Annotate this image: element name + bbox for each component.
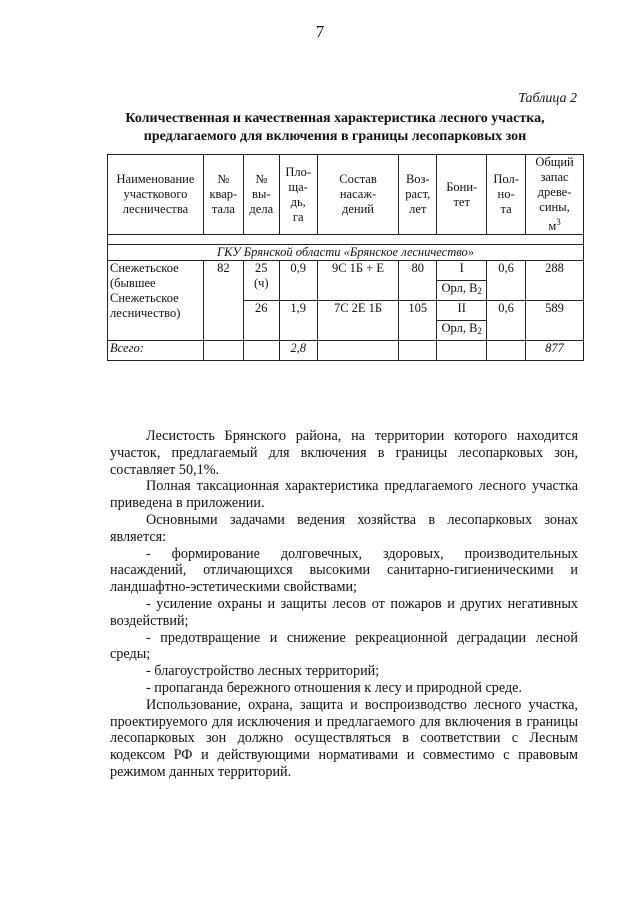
page-number: 7 xyxy=(315,22,325,41)
header-kvartal: № квар- тала xyxy=(203,155,243,235)
forest-plot-table xyxy=(107,154,584,361)
total-area: 2,8 xyxy=(279,341,317,361)
composition-cell: 9С 1Б + Е xyxy=(317,261,399,301)
vydel-cell: 26 xyxy=(243,301,279,341)
title-line-2: предлагаемого для включения в границы лесопарковых зон xyxy=(143,129,527,144)
paragraph: Использование, охрана, защита и воспроизводство лесного участка, проектируемого для исключения и предлагаемого для включения в границы лесопарковых зон должно осуществляться в соответствии с Лесным кодексом РФ и действующими нормативами и совместимо с правовым режимом данных территорий. xyxy=(110,696,578,780)
total-label: Всего: xyxy=(108,341,204,361)
header-composition: Состав насаж- дений xyxy=(317,155,399,235)
stock-cell: 589 xyxy=(526,301,584,341)
list-item: - предотвращение и снижение рекреационной деградации лесной среды; xyxy=(110,629,578,663)
paragraph: Лесистость Брянского района, на территории которого находится участок, предлагаемый для включения в границы лесопарковых зон, составляет 50,1%. xyxy=(110,428,578,478)
organization-row xyxy=(108,245,584,261)
body-text xyxy=(110,428,578,781)
vydel-cell: 25 (ч) xyxy=(243,261,279,301)
title-line-1: Количественная и качественная характеристика лесного участка, xyxy=(125,111,545,126)
table-title xyxy=(100,110,570,146)
composition-cell: 7С 2Е 1Б xyxy=(317,301,399,341)
age-cell: 105 xyxy=(399,301,437,341)
area-cell: 0,9 xyxy=(279,261,317,301)
total-row xyxy=(108,341,584,361)
kvartal-cell: 82 xyxy=(203,261,243,341)
forest-type-cell: Орл, $В_2$ xyxy=(437,281,487,301)
density-cell: 0,6 xyxy=(487,261,526,301)
header-vydel: № вы- дела xyxy=(243,155,279,235)
forestry-name: Снежетьское (бывшее Снежетьское лесничество) xyxy=(108,261,204,341)
header-density: Пол- но- та xyxy=(487,155,526,235)
area-cell: 1,9 xyxy=(279,301,317,341)
forest-type-cell: Орл, $В_2$ xyxy=(437,321,487,341)
paragraph: Полная таксационная характеристика предлагаемого лесного участка приведена в приложении. xyxy=(110,478,578,512)
table-row xyxy=(108,261,584,281)
header-area: Пло- ща- дь, га xyxy=(279,155,317,235)
list-item: - пропаганда бережного отношения к лесу и природной среде. xyxy=(146,679,523,696)
bonitet-cell: I xyxy=(437,261,487,281)
gap-row xyxy=(108,235,584,245)
stock-cell: 288 xyxy=(526,261,584,301)
table-caption: Таблица 2 xyxy=(518,91,577,106)
list-item: - усиление охраны и защиты лесов от пожаров и других негативных воздействий; xyxy=(110,595,578,629)
age-cell: 80 xyxy=(399,261,437,301)
header-name: Наименование участкового лесничества xyxy=(108,155,204,235)
header-age: Воз- раст, лет xyxy=(399,155,437,235)
header-bonitet: Бони- тет xyxy=(437,155,487,235)
list-item: - формирование долговечных, здоровых, производительных насаждений, отличающихся высокими санитарно-гигиеническими и ландшафтно-эстетическими свойствами; xyxy=(110,545,578,596)
organization-name: ГКУ Брянской области «Брянское лесничество» xyxy=(108,245,584,261)
header-row xyxy=(108,155,584,235)
bonitet-cell: II xyxy=(437,301,487,321)
density-cell: 0,6 xyxy=(487,301,526,341)
paragraph: Основными задачами ведения хозяйства в лесопарковых зонах является: xyxy=(110,511,578,545)
total-stock: 877 xyxy=(526,341,584,361)
list-item: - благоустройство лесных территорий; xyxy=(146,663,380,680)
header-stock: Общий запас древе- сины, $м^3$ xyxy=(526,155,584,235)
